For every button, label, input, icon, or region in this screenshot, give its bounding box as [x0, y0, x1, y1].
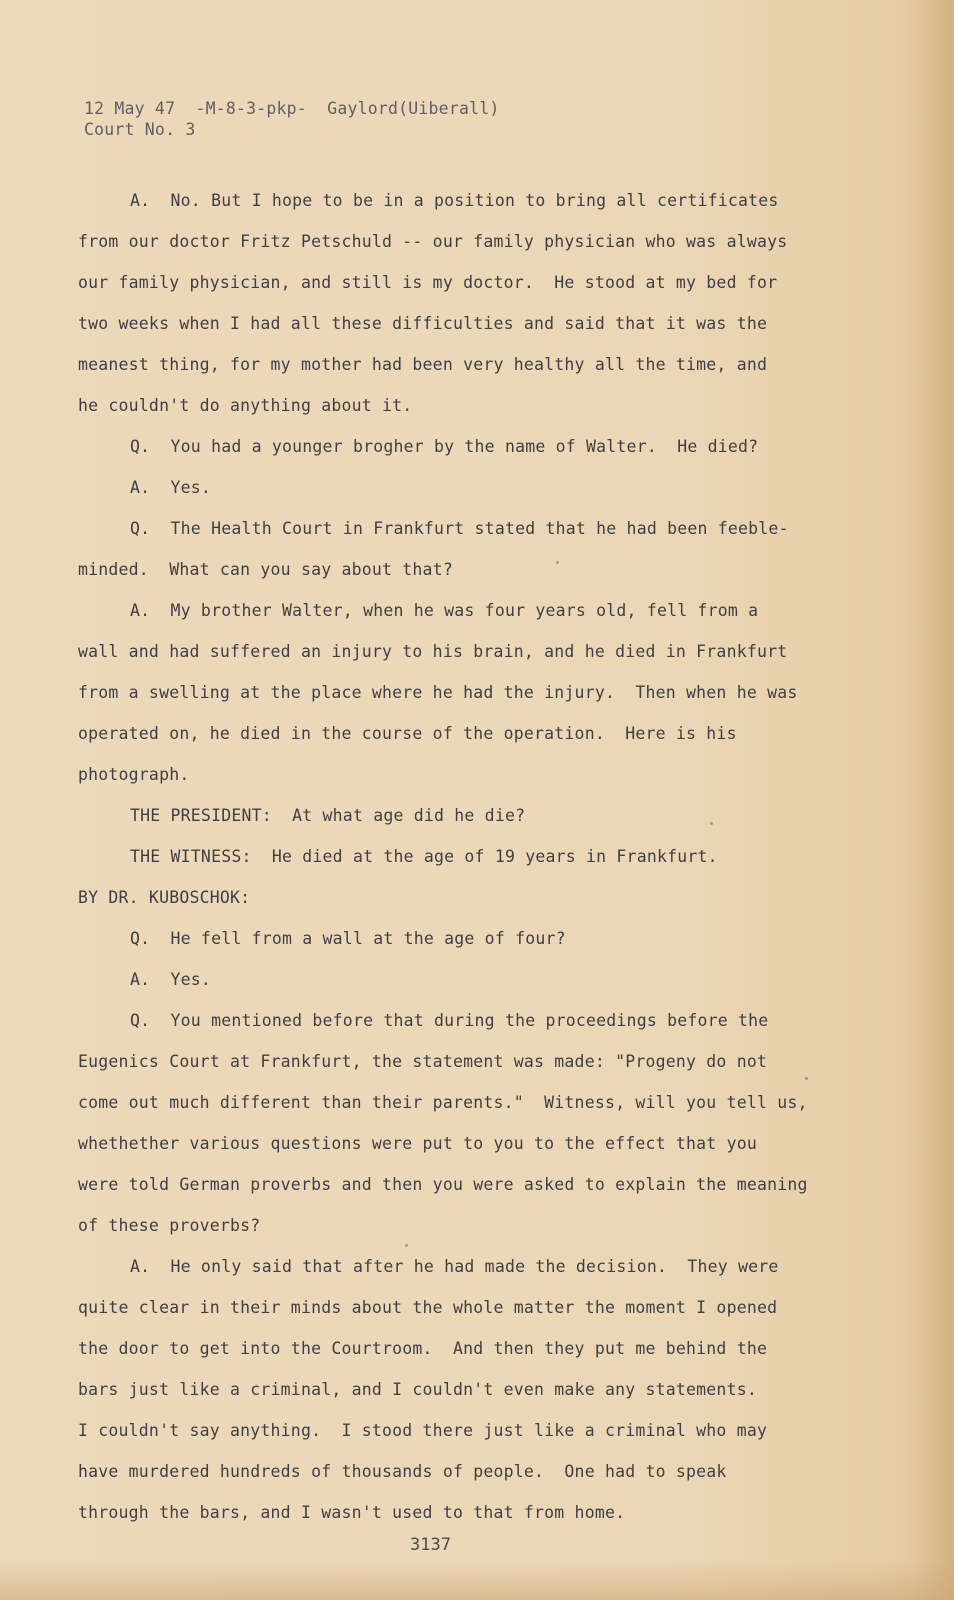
- transcript-line: THE WITNESS: He died at the age of 19 years in Frankfurt.: [130, 847, 718, 866]
- transcript-line: bars just like a criminal, and I couldn't even make any statements.: [78, 1380, 757, 1399]
- header-date-line: 12 May 47 -M-8-3-pkp- Gaylord(Uiberall): [84, 99, 500, 118]
- transcript-header: [84, 98, 500, 140]
- transcript-line: Q. He fell from a wall at the age of four?: [130, 929, 566, 948]
- transcript-line: from our doctor Fritz Petschuld -- our family physician who was always: [78, 232, 788, 251]
- transcript-line: of these proverbs?: [78, 1216, 261, 1235]
- transcript-line: he couldn't do anything about it.: [78, 396, 413, 415]
- paper-speck: [805, 1077, 808, 1080]
- paper-speck: [556, 561, 559, 564]
- transcript-line: Q. You mentioned before that during the proceedings before the: [130, 1011, 769, 1030]
- transcript-line: whethether various questions were put to you to the effect that you: [78, 1134, 757, 1153]
- transcript-line: quite clear in their minds about the whole matter the moment I opened: [78, 1298, 778, 1317]
- transcript-line: operated on, he died in the course of the operation. Here is his: [78, 724, 737, 743]
- transcript-line: come out much different than their parents." Witness, will you tell us,: [78, 1093, 808, 1112]
- paper-edge-shadow: [914, 0, 954, 1600]
- transcript-line: A. Yes.: [130, 478, 212, 497]
- transcript-line: Eugenics Court at Frankfurt, the statement was made: "Progeny do not: [78, 1052, 768, 1071]
- transcript-line: A. He only said that after he had made the decision. They were: [130, 1257, 779, 1276]
- transcript-line: have murdered hundreds of thousands of people. One had to speak: [78, 1462, 727, 1481]
- paper-speck: [710, 822, 713, 825]
- transcript-line: the door to get into the Courtroom. And then they put me behind the: [78, 1339, 768, 1358]
- transcript-line: A. Yes.: [130, 970, 212, 989]
- transcript-line: wall and had suffered an injury to his brain, and he died in Frankfurt: [78, 642, 788, 661]
- transcript-line: through the bars, and I wasn't used to that from home.: [78, 1503, 626, 1522]
- transcript-line: from a swelling at the place where he had the injury. Then when he was: [78, 683, 798, 702]
- transcript-line: meanest thing, for my mother had been very healthy all the time, and: [78, 355, 768, 374]
- transcript-line: I couldn't say anything. I stood there just like a criminal who may: [78, 1421, 768, 1440]
- transcript-line: A. No. But I hope to be in a position to bring all certificates: [130, 191, 779, 210]
- paper-bottom-shadow: [0, 1560, 954, 1600]
- transcript-line: were told German proverbs and then you were asked to explain the meaning: [78, 1175, 808, 1194]
- transcript-line: our family physician, and still is my doctor. He stood at my bed for: [78, 273, 778, 292]
- transcript-line: photograph.: [78, 765, 190, 784]
- header-court-line: Court No. 3: [84, 120, 196, 139]
- transcript-line: two weeks when I had all these difficulties and said that it was the: [78, 314, 768, 333]
- transcript-line: Q. The Health Court in Frankfurt stated that he had been feeble-: [130, 519, 789, 538]
- paper-speck: [405, 1244, 408, 1247]
- transcript-body: [78, 180, 908, 1533]
- transcript-line: BY DR. KUBOSCHOK:: [78, 888, 251, 907]
- transcript-line: A. My brother Walter, when he was four years old, fell from a: [130, 601, 759, 620]
- transcript-line: Q. You had a younger brogher by the name of Walter. He died?: [130, 437, 759, 456]
- transcript-line: THE PRESIDENT: At what age did he die?: [130, 806, 526, 825]
- transcript-line: minded. What can you say about that?: [78, 560, 453, 579]
- page-number: 3137: [410, 1535, 451, 1555]
